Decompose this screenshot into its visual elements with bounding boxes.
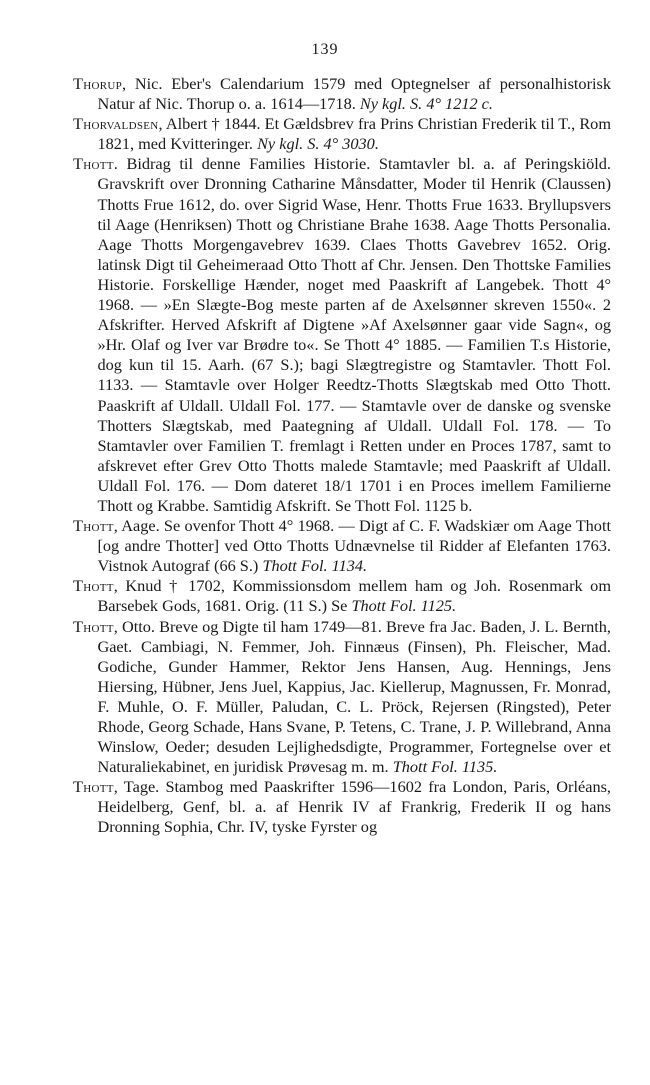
entry-reference: Thott Fol. 1125. bbox=[351, 596, 457, 616]
entry-text: , Otto. Breve og Digte til ham 1749—81. Breve fra Jac. Baden, J. L. Bernth, Gaet. Cambiagi, N. Femmer, Joh. Finnæus (Finsen), Ph. Fleischer, Mad. Godiche, Gunder Hammer, Rektor Jens Hansen, Aug. Hennings, Jens Hiersing, Hübner, Jens Juel, Kappius, Jac. Kiellerup, Magnussen, Fr. Monrad, F. Muhle, O. F. Müller, Paludan, C. L. Pröck, Rejersen (Ringsted), Peter Rhode, Georg Schade, Hans Svane, P. Tetens, C. Trane, J. P. Willebrand, Anna Winslow, Oeder; desuden Lejlighedsdigte, Programmer, Fortegnelse over et Naturaliekabinet, en juridisk Prøvesag m. m. bbox=[97, 616, 611, 777]
page-number: 139 bbox=[311, 41, 339, 58]
entry-list bbox=[73, 74, 611, 838]
entry-reference: Thott Fol. 1135. bbox=[392, 757, 498, 777]
entry-heading: Thorvaldsen bbox=[73, 114, 159, 134]
entry-thott-aage bbox=[73, 516, 611, 576]
entry-text: , Nic. Eber's Calendarium 1579 med Optegnelser af personalhistorisk Natur af Nic. Thorup o. a. 1614—1718. bbox=[97, 74, 611, 114]
entry-text: , Aage. Se ovenfor Thott 4° 1968. — Digt af C. F. Wadskiær om Aage Thott [og andre Thotter] ved Otto Thotts Udnævnelse til Ridder af Elefanten 1763. Vistnok Autograf (66 S.) bbox=[97, 516, 611, 576]
entry-thott-family bbox=[73, 154, 611, 516]
entry-thott-knud bbox=[73, 576, 611, 616]
entry-reference: Thott Fol. 1134. bbox=[262, 556, 368, 576]
entry-heading: Thorup bbox=[73, 74, 123, 93]
entry-heading: Thott bbox=[73, 777, 114, 797]
entry-heading: Thott bbox=[73, 576, 114, 596]
entry-heading: Thott bbox=[73, 616, 114, 636]
entry-thott-otto bbox=[73, 617, 611, 778]
entry-thorup-nic bbox=[73, 74, 611, 114]
entry-text: , Tage. Stambog med Paaskrifter 1596—1602 fra London, Paris, Orléans, Heidelberg, Genf, bl. a. af Henrik IV af Frankrig, Frederik II og hans Dronning Sophia, Chr. IV, tyske Fyrster og bbox=[97, 777, 611, 837]
entry-text: , Albert † 1844. Et Gældsbrev fra Prins Christian Frederik til T., Rom 1821, med Kvitteringer. bbox=[97, 114, 611, 154]
entry-text: , Knud † 1702, Kommissionsdom mellem ham og Joh. Rosenmark om Barsebek Gods, 1681. Orig. (11 S.) Se bbox=[97, 576, 611, 616]
entry-thorvaldsen-albert bbox=[73, 114, 611, 154]
entry-thott-tage bbox=[73, 777, 611, 837]
entry-text: . Bidrag til denne Families Historie. Stamtavler bl. a. af Peringskiöld. Gravskrift over Dronning Catharine Månsdatter, Moder til Henrik (Claussen) Thotts Frue 1612, do. over Sigrid Wase, Henr. Thotts Frue 1633. Bryllupsvers til Aage (Henriksen) Thott og Christiane Brahe 1638. Aage Thotts Personalia. Aage Thotts Morgengavebrev 1639. Claes Thotts Gavebrev 1652. Orig. latinsk Digt til Geheimeraad Otto Thott af Chr. Jensen. Den Thottske Families Historie. Forskellige Hænder, noget med Paaskrift af Langebek. Thott 4° 1968. — »En Slægte-Bog meste parten af de Axelsønner skreven 1550«. 2 Afskrifter. Herved Afskrift af Digtene »Af Axelsønner gaar vide Sagn«, og »Hr. Olaf og Iver var Brødre to«. Se Thott 4° 1885. — Familien T.s Historie, dog kun til 15. Aarh. (67 S.); bagi Slægtregistre og Stamtavler. Thott Fol. 1133. — Stamtavle over Holger Reedtz-Thotts Slægtskab med Otto Thott. Paaskrift af Uldall. Uldall Fol. 177. — Stamtavle over de danske og svenske Thotters Slægtskab, med Paategning af Uldall. Uldall Fol. 178. — To Stamtavler over Familien T. fremlagt i Retten under en Proces 1787, samt to afskrevet efter Grev Otto Thotts malede Stamtavle; med Paaskrift af Uldall. Uldall Fol. 176. — Dom dateret 18/1 1701 i en Proces imellem Familierne Thott og Krabbe. Samtidig Afskrift. Se Thott Fol. 1125 b. bbox=[97, 154, 611, 515]
entry-heading: Thott bbox=[73, 154, 114, 174]
entry-reference: Ny kgl. S. 4° 3030. bbox=[257, 134, 379, 154]
entry-heading: Thott bbox=[73, 516, 114, 536]
entry-reference: Ny kgl. S. 4° 1212 c. bbox=[359, 94, 493, 114]
